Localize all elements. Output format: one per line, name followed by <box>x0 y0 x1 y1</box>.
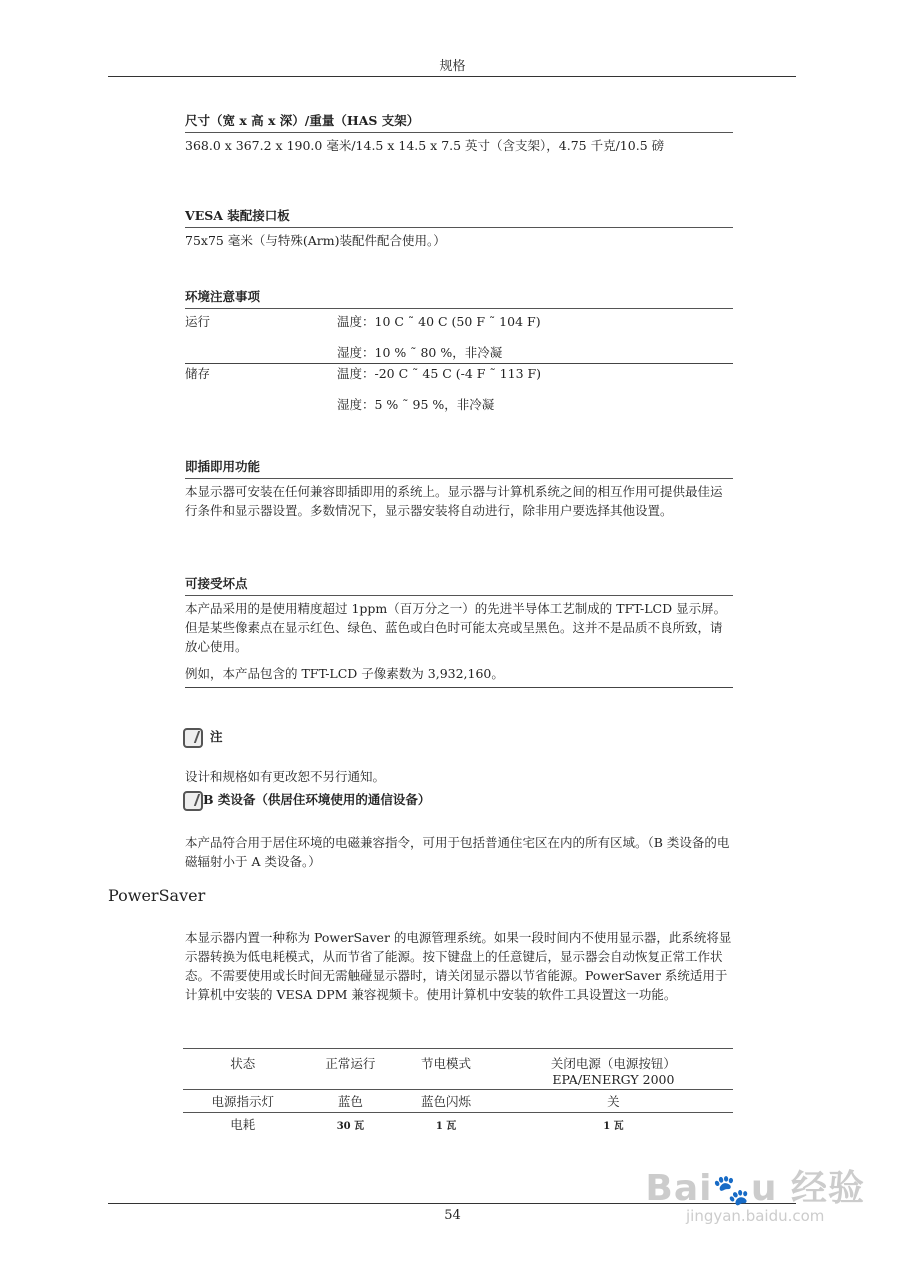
page-number: 54 <box>444 1208 461 1223</box>
powersaver-title: PowerSaver <box>108 886 206 905</box>
section-title: 尺寸（宽 x 高 x 深）/重量（HAS 支架） <box>185 113 420 128</box>
baidu-watermark: Bai🐾u 经验 jingyan.baidu.com <box>645 1168 865 1225</box>
page-header: 规格 <box>439 59 466 74</box>
section-title: VESA 装配接口板 <box>185 208 290 223</box>
section-body: 75x75 毫米（与特殊(Arm)装配件配合使用。） <box>185 233 446 248</box>
section-body: 本显示器可安装在任何兼容即插即用的系统上。显示器与计算机系统之间的相互作用可提供最佳运行条件和显示器设置。多数情况下，显示器安装将自动进行，除非用户要选择其他设置。 <box>185 484 723 518</box>
cell: 蓝色 <box>337 1094 363 1109</box>
env-label: 储存 <box>185 366 211 381</box>
section-title: 环境注意事项 <box>185 289 261 304</box>
header-text: 关闭电源（电源按钮） <box>550 1056 676 1071</box>
env-humidity: 湿度：10 % ˜ 80 %，非冷凝 <box>337 345 503 360</box>
cell: 关 <box>607 1094 620 1109</box>
env-temp: 温度：-20 C ˜ 45 C (-4 F ˜ 113 F) <box>337 366 542 381</box>
section-example: 例如，本产品包含的 TFT-LCD 子像素数为 3,932,160。 <box>185 666 504 681</box>
section-vesa <box>185 207 733 250</box>
env-humidity: 湿度：5 % ˜ 95 %，非冷凝 <box>337 397 495 412</box>
note-heading <box>183 727 223 748</box>
note-icon <box>183 728 203 748</box>
classb-title: B 类设备（供居住环境使用的通信设备） <box>203 792 431 807</box>
classb-heading <box>183 790 430 811</box>
section-plug-and-play <box>185 458 733 520</box>
env-label: 运行 <box>185 314 211 329</box>
header-cell <box>494 1049 733 1090</box>
note-text: 设计和规格如有更改恕不另行通知。 <box>185 769 386 784</box>
header-rule <box>108 76 796 77</box>
env-temp: 温度：10 C ˜ 40 C (50 F ˜ 104 F) <box>337 314 541 329</box>
header-cell: 正常运行 <box>325 1056 376 1071</box>
cell: 30 瓦 <box>336 1120 365 1132</box>
cell: 蓝色闪烁 <box>421 1094 472 1109</box>
classb-text: 本产品符合用于居住环境的电磁兼容指令，可用于包括普通住宅区在内的所有区域。（B 类设备的电磁辐射小于 A 类设备。） <box>185 835 730 869</box>
note-label: 注 <box>209 729 223 744</box>
section-title: 可接受坏点 <box>185 576 248 591</box>
note-icon <box>183 791 203 811</box>
section-environment <box>185 288 733 414</box>
powersaver-body: 本显示器内置一种称为 PowerSaver 的电源管理系统。如果一段时间内不使用显示器，此系统将显示器转换为低电耗模式，从而节省了能源。按下键盘上的任意键后，显示器会自动恢复正常工作状态。不需要使用或长时间无需触碰显示器时，请关闭显示器以节省能源。PowerSaver 系统适用于计算机中安装的 VESA DPM 兼容视频卡。使用计算机中安装的软件工具设置这一功能。 <box>185 930 732 1002</box>
cell: 电耗 <box>230 1117 256 1132</box>
section-body: 本产品采用的是使用精度超过 1ppm（百万分之一）的先进半导体工艺制成的 TFT-LCD 显示屏。但是某些像素点在显示红色、绿色、蓝色或白色时可能太亮或呈黑色。这并不是品质不良所致，请放心使用。 <box>185 601 727 654</box>
cell: 电源指示灯 <box>211 1094 275 1109</box>
env-row <box>185 312 733 362</box>
section-dimensions <box>185 112 733 155</box>
cell: 1 瓦 <box>435 1120 457 1132</box>
table-row <box>183 1113 733 1136</box>
env-row <box>185 364 733 414</box>
header-sub: EPA/ENERGY 2000 <box>552 1072 675 1087</box>
header-cell: 状态 <box>230 1056 256 1071</box>
section-body: 368.0 x 367.2 x 190.0 毫米/14.5 x 14.5 x 7.5 英寸（含支架），4.75 千克/10.5 磅 <box>185 138 665 153</box>
section-title: 即插即用功能 <box>185 459 261 474</box>
table-row <box>183 1090 733 1113</box>
header-cell: 节电模式 <box>421 1056 472 1071</box>
cell: 1 瓦 <box>603 1120 624 1132</box>
power-table <box>183 1048 733 1135</box>
section-pixels <box>185 575 733 688</box>
